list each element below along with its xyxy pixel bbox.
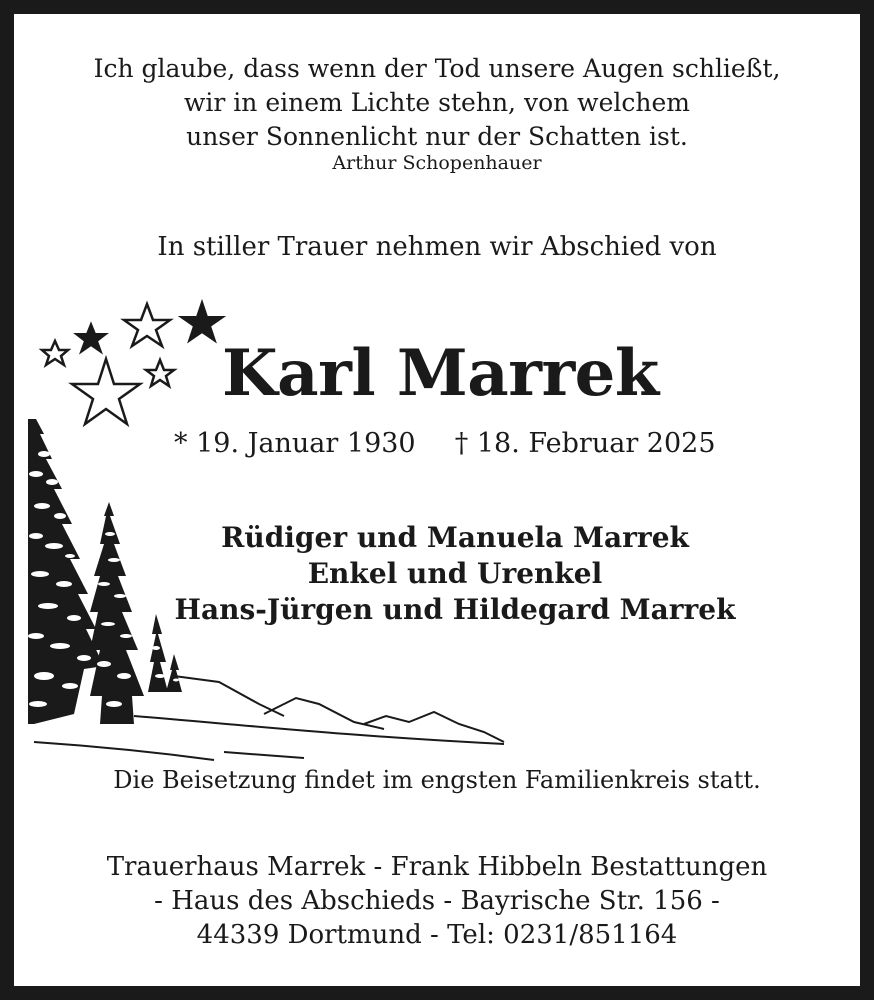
- mountain-ridge: [174, 676, 284, 716]
- mourner-line-1: Rüdiger und Manuela Marrek: [221, 521, 689, 554]
- funeral-home-line-3: 44339 Dortmund - Tel: 0231/851164: [196, 920, 678, 950]
- mourner-line-3: Hans-Jürgen und Hildegard Marrek: [174, 593, 736, 626]
- ground-line: [34, 742, 214, 760]
- quote-line-2: wir in einem Lichte stehn, von welchem: [184, 88, 690, 117]
- deceased-name: Karl Marrek: [222, 336, 659, 411]
- star-icon: [76, 324, 106, 352]
- star-icon: [124, 304, 170, 346]
- star-icon: [42, 341, 68, 365]
- quote-author: Arthur Schopenhauer: [332, 152, 542, 174]
- intro-text: In stiller Trauer nehmen wir Abschied von: [157, 232, 717, 262]
- death-date: † 18. Februar 2025: [454, 428, 716, 459]
- funeral-home-line-2: - Haus des Abschieds - Bayrische Str. 156 -: [154, 886, 720, 916]
- burial-note: Die Beisetzung findet im engsten Familienkreis statt.: [113, 766, 761, 794]
- quote-line-1: Ich glaube, dass wenn der Tod unsere Augen schließt,: [93, 54, 781, 83]
- funeral-home-line-1: Trauerhaus Marrek - Frank Hibbeln Bestattungen: [106, 852, 768, 882]
- star-icon: [181, 302, 223, 341]
- ground-line: [224, 752, 304, 758]
- life-dates: [174, 428, 714, 459]
- mourner-line-2: Enkel und Urenkel: [307, 557, 603, 590]
- star-icon: [146, 360, 174, 386]
- birth-date: * 19. Januar 1930: [174, 428, 416, 459]
- quote-line-3: unser Sonnenlicht nur der Schatten ist.: [186, 122, 688, 151]
- star-icon: [72, 359, 140, 424]
- ground-line: [134, 716, 504, 744]
- mountain-ridge: [264, 698, 384, 729]
